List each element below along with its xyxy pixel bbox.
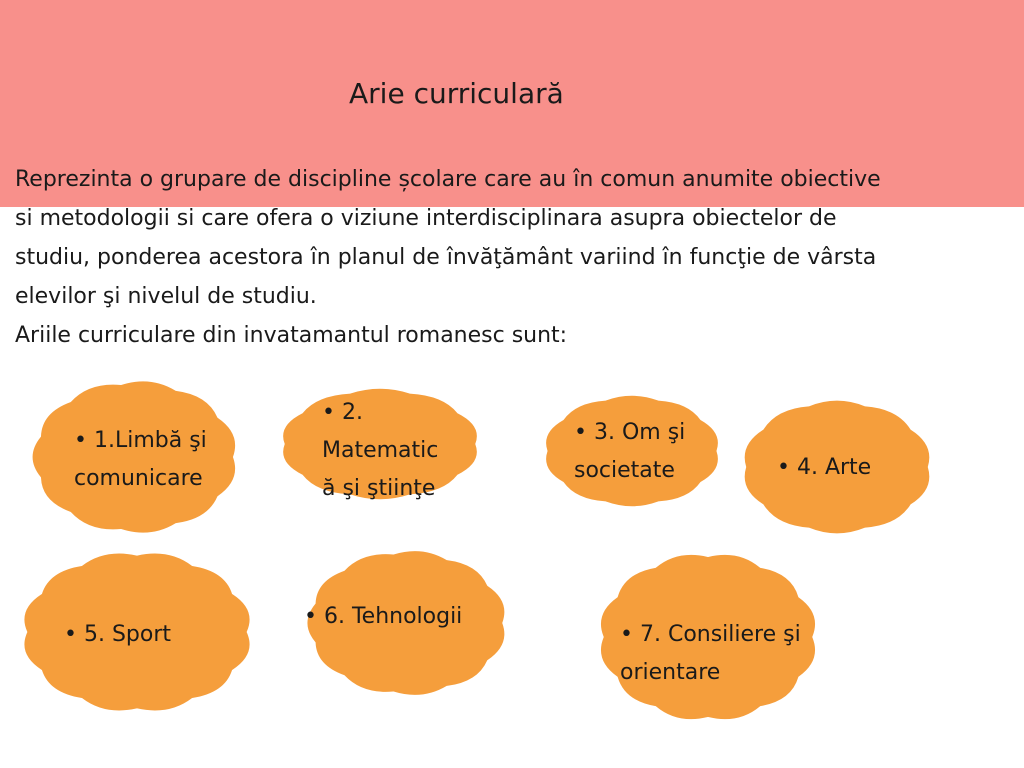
cloud-label-1 xyxy=(74,422,207,498)
cloud-label-line: comunicare xyxy=(74,466,203,491)
cloud-label-7 xyxy=(620,616,801,692)
definition-line: elevilor şi nivelul de studiu. xyxy=(15,284,317,309)
cloud-label-line: • 2. xyxy=(322,400,363,425)
cloud-label-line: Matematic xyxy=(322,438,439,463)
definition-line: studiu, ponderea acestora în planul de învăţământ variind în funcţie de vârsta xyxy=(15,245,877,270)
cloud-label-line: societate xyxy=(574,458,675,483)
cloud-label-line: • 7. Consiliere şi xyxy=(620,622,801,647)
cloud-label-2 xyxy=(322,394,438,508)
cloud-label-line: • 4. Arte xyxy=(777,455,872,480)
definition-line: Reprezinta o grupare de discipline școlare care au în comun anumite obiective xyxy=(15,167,881,192)
cloud-label-line: orientare xyxy=(620,660,721,685)
cloud-label-line: ă şi ştiinţe xyxy=(322,476,436,501)
cloud-label-6 xyxy=(304,598,462,636)
cloud-label-5 xyxy=(64,616,171,654)
cloud-label-line: • 1.Limbă şi xyxy=(74,428,207,453)
cloud-label-line: • 5. Sport xyxy=(64,622,172,647)
areas-intro: Ariile curriculare din invatamantul romanesc sunt: xyxy=(15,323,568,348)
cloud-label-3 xyxy=(574,414,685,490)
definition-line: si metodologii si care ofera o viziune interdisciplinara asupra obiectelor de xyxy=(15,206,837,231)
cloud-label-line: • 6. Tehnologii xyxy=(304,604,463,629)
cloud-label-4 xyxy=(777,449,871,487)
cloud-label-line: • 3. Om şi xyxy=(574,420,686,445)
slide-title: Arie curriculară xyxy=(349,77,564,110)
